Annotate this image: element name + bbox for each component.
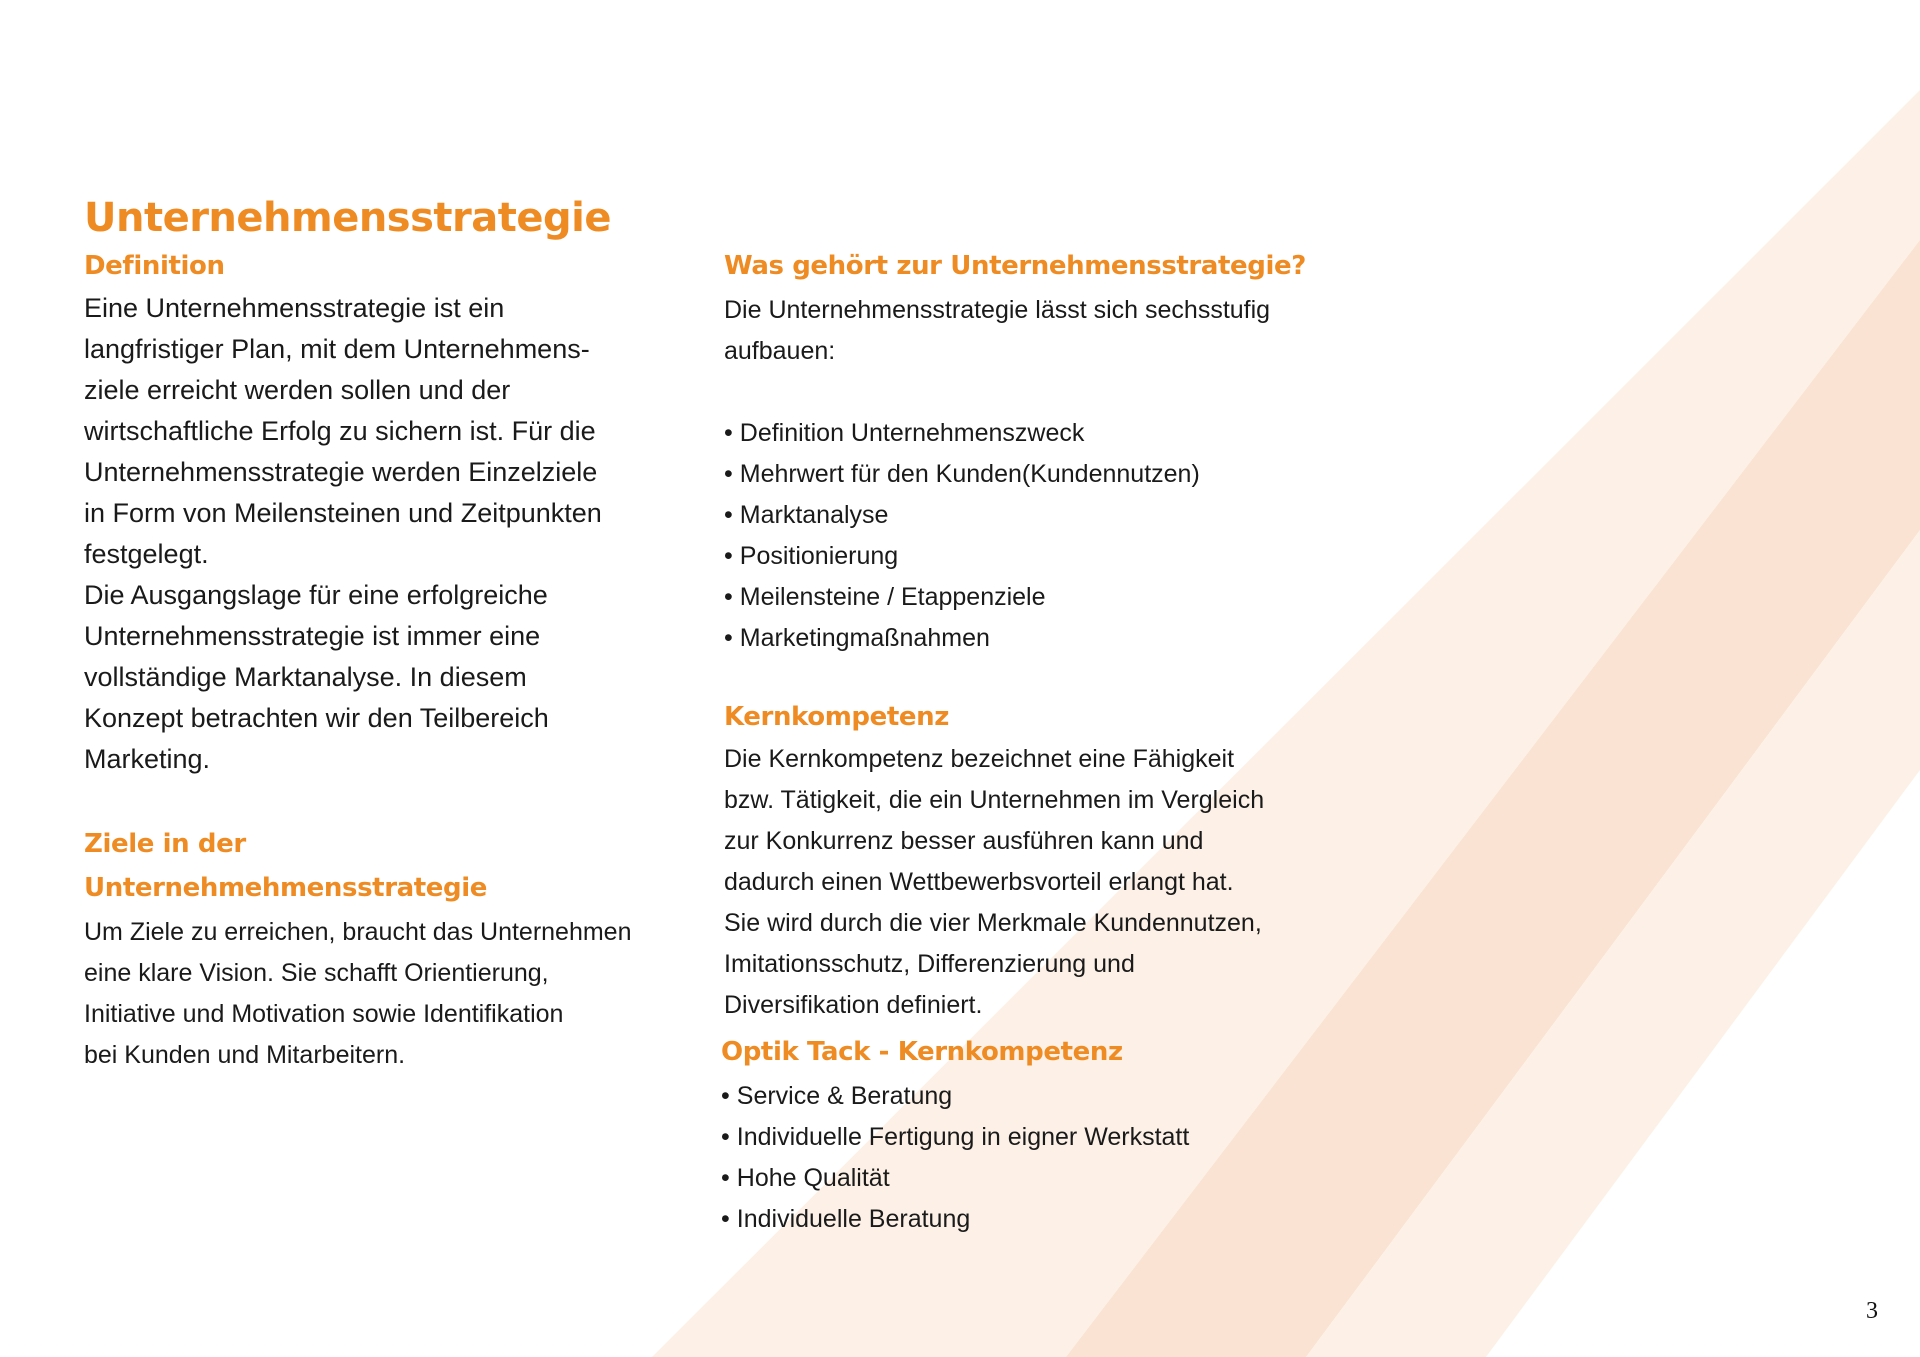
optik-tack-list (721, 1076, 1324, 1240)
definition-text: Eine Unternehmensstrategie ist ein langfristiger Plan, mit dem Unternehmens- ziele erreicht werden sollen und der wirtschaftliche Erfolg zu sichern ist. Für die Unternehmensstrategie werden Einzelziele in Form von Meilensteinen und Zeitpunkten festgelegt. Die Ausgangslage für eine erfolgreiche Unternehmensstrategie ist immer eine vollständige Marktanalyse. In diesem Konzept betrachten wir den Teilbereich Marketing. (84, 293, 602, 774)
what-belongs-heading: Was gehört zur Unternehmensstrategie? (724, 251, 1306, 281)
list-item: • Positionierung (724, 536, 1324, 577)
list-item: • Service & Beratung (721, 1076, 1324, 1117)
list-item: • Meilensteine / Etappenziele (724, 577, 1324, 618)
list-item: • Mehrwert für den Kunden(Kundennutzen) (724, 454, 1324, 495)
list-item: • Definition Unternehmenszweck (724, 413, 1324, 454)
core-competence-heading: Kernkompetenz (724, 702, 949, 732)
optik-tack-heading: Optik Tack - Kernkompetenz (721, 1037, 1123, 1067)
list-item: • Hohe Qualität (721, 1158, 1324, 1199)
right-column (721, 246, 1324, 1240)
page-number: 3 (1866, 1298, 1878, 1324)
goals-text: Um Ziele zu erreichen, braucht das Unternehmen eine klare Vision. Sie schafft Orientierung, Initiative und Motivation sowie Identifikation bei Kunden und Mitarbeitern. (84, 918, 632, 1069)
list-item: • Marketingmaßnahmen (724, 618, 1324, 659)
definition-heading: Definition (84, 251, 225, 281)
goals-heading: Ziele in der Unternehmehmensstrategie (84, 829, 487, 903)
strategy-steps-list (724, 413, 1324, 659)
list-item: • Individuelle Beratung (721, 1199, 1324, 1240)
left-column (84, 190, 644, 1076)
page-title: Unternehmensstrategie (84, 195, 611, 241)
what-belongs-text: Die Unternehmensstrategie lässt sich sechsstufig aufbauen: (724, 296, 1271, 365)
list-item: • Individuelle Fertigung in eigner Werkstatt (721, 1117, 1324, 1158)
list-item: • Marktanalyse (724, 495, 1324, 536)
core-competence-text: Die Kernkompetenz bezeichnet eine Fähigkeit bzw. Tätigkeit, die ein Unternehmen im Vergleich zur Konkurrenz besser ausführen kann und dadurch einen Wettbewerbsvorteil erlangt hat. Sie wird durch die vier Merkmale Kundennutzen, Imitationsschutz, Differenzierung und Diversifikation definiert. (724, 745, 1265, 1019)
